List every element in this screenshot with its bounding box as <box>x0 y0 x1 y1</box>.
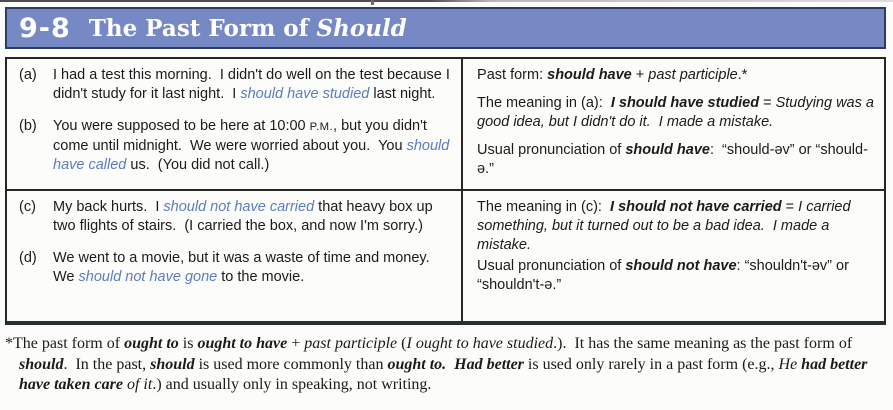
example-label: (c) <box>19 199 36 215</box>
table-row-ab <box>7 59 884 191</box>
grammar-chart-page <box>5 0 886 396</box>
example-label: (d) <box>19 250 37 266</box>
examples-cell-ab <box>7 59 463 189</box>
example-text: I had a test this morning. I didn't do well on the test because I didn't study for it last night. I should have studied last night. <box>53 67 454 102</box>
chart-title-text: The Past Form of <box>88 14 317 42</box>
chart-table <box>5 57 886 325</box>
explanations-cell-ab <box>463 59 884 189</box>
chart-number: 9-8 <box>19 12 71 44</box>
explanation-past-form: Past form: should have + past participle.* <box>477 67 748 83</box>
example-label: (a) <box>19 67 37 83</box>
example-item-b <box>15 117 453 175</box>
chart-title <box>89 15 407 42</box>
example-text: My back hurts. I should not have carried that heavy box up two flights of stairs. (I carried the box, and now I'm sorry.) <box>53 199 437 234</box>
chart-title-italic-word: Should <box>316 14 407 42</box>
page-top-tick-mark <box>371 0 374 5</box>
example-item-d <box>15 249 453 287</box>
page-top-edge-line <box>0 0 893 2</box>
explanations-cell-cd <box>463 191 884 321</box>
table-row-cd <box>7 191 884 321</box>
explanation-meaning-a: The meaning in (a): I should have studied = Studying was a good idea, but I didn't do it. I made a mistake. <box>477 95 878 130</box>
footnote-ought-to: *The past form of ought to is ought to have + past participle (I ought to have studied.). It has the same meaning as the past form of should. In the past, should is used more commonly than ought to. Had better is used only rarely in a past form (e.g., He had better have taken care of it.) and usually only in speaking, not writing. <box>5 335 872 393</box>
example-label: (b) <box>19 118 37 134</box>
examples-cell-cd <box>7 191 463 321</box>
example-text: You were supposed to be here at 10:00 P.M., but you didn't come until midnight. We were worried about you. You should have called us. (You did not call.) <box>53 118 454 173</box>
explanation-meaning-c: The meaning in (c): I should not have carried = I carried something, but it turned out to be a bad idea. I made a mistake. <box>477 199 855 253</box>
example-text: We went to a movie, but it was a waste of time and money. We should not have gone to the movie. <box>53 250 438 285</box>
explanation-pronunciation-should-not-have: Usual pronunciation of should not have: “shouldn't-əv” or “shouldn't-ə.” <box>477 258 853 293</box>
explanation-pronunciation-should-have: Usual pronunciation of should have: “should-əv” or “should-ə.” <box>477 142 868 177</box>
example-item-c <box>15 198 453 236</box>
chart-header-bar <box>5 7 886 49</box>
example-item-a <box>15 66 453 104</box>
